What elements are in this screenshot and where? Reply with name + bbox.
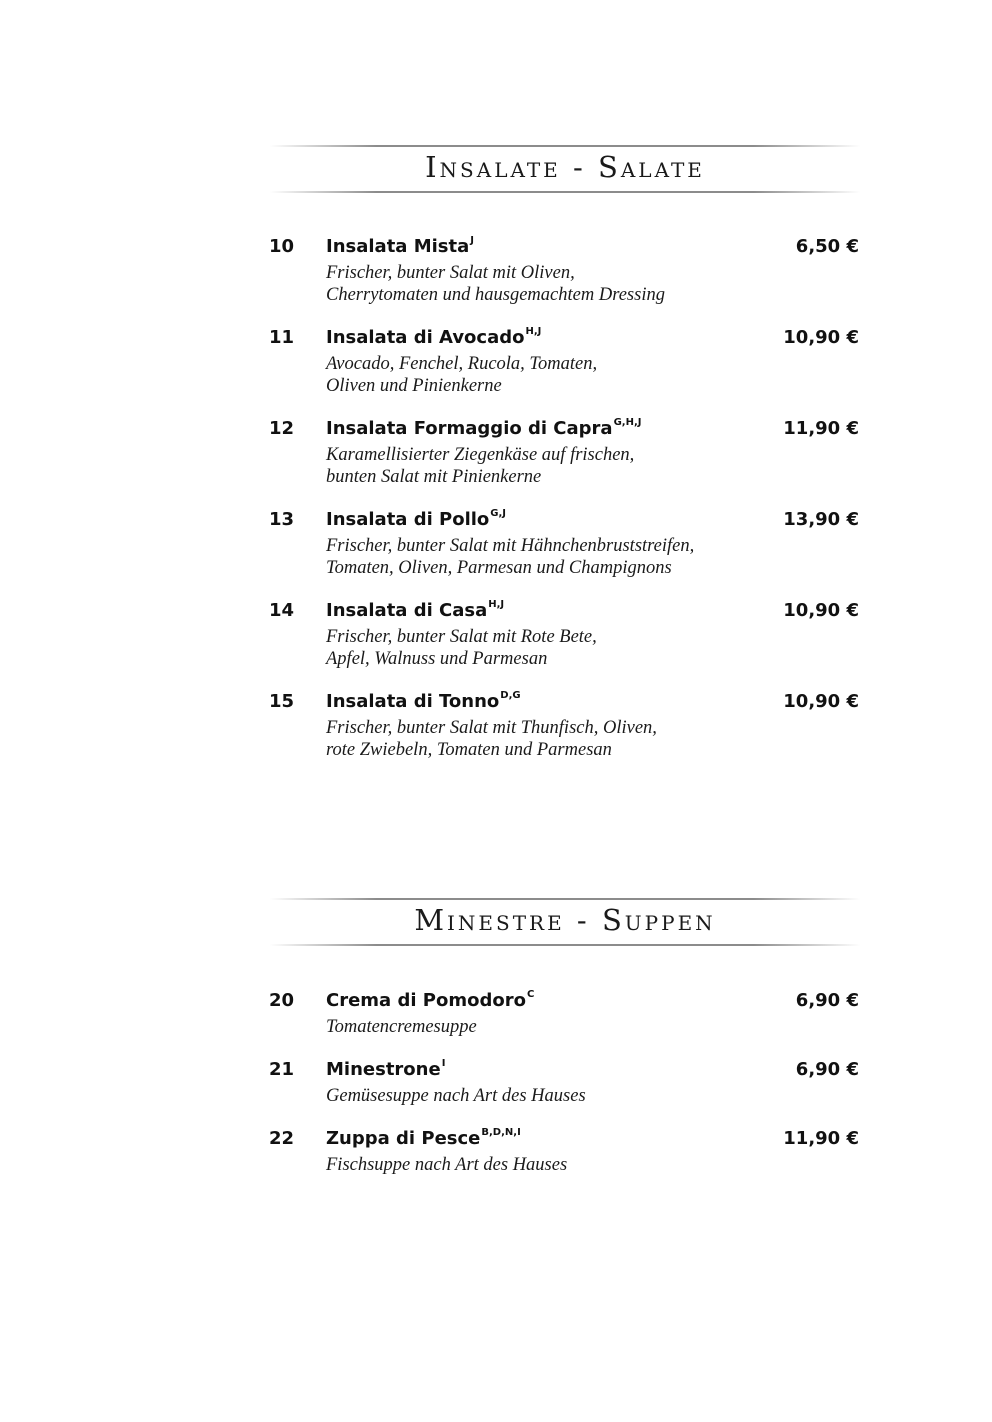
item-price: 10,90 € xyxy=(783,691,859,712)
menu-item xyxy=(0,418,992,509)
menu-item xyxy=(0,990,992,1059)
menu-item xyxy=(0,327,992,418)
item-number: 11 xyxy=(269,327,295,348)
item-description: Gemüsesuppe nach Art des Hauses xyxy=(326,1086,586,1106)
item-description: Avocado, Fenchel, Rucola, Tomaten, Oliven und Pinienkerne xyxy=(326,354,598,396)
section-suppen xyxy=(0,893,992,1175)
item-name: Minestrone$^I$ xyxy=(326,1058,446,1080)
item-name: Insalata Mista$^J$ xyxy=(326,235,474,257)
item-name: Insalata di Pollo$^{G,J}$ xyxy=(326,508,507,530)
item-description: Karamellisierter Ziegenkäse auf frischen, bunten Salat mit Pinienkerne xyxy=(326,445,635,487)
item-description: Frischer, bunter Salat mit Oliven, Cherrytomaten und hausgemachtem Dressing xyxy=(326,263,665,305)
allergen-codes: C xyxy=(526,989,535,1000)
item-name: Insalata Formaggio di Capra$^{G,H,J}$ xyxy=(326,417,642,439)
item-price: 13,90 € xyxy=(783,509,859,530)
allergen-codes: G,J xyxy=(490,508,507,519)
item-price: 10,90 € xyxy=(783,600,859,621)
item-description: Fischsuppe nach Art des Hauses xyxy=(326,1155,568,1175)
item-name: Insalata di Avocado$^{H,J}$ xyxy=(326,326,542,348)
item-description: Tomatencremesuppe xyxy=(326,1017,477,1037)
divider-bottom xyxy=(270,191,860,193)
divider-top xyxy=(270,145,860,147)
item-name: Zuppa di Pesce$^{B,D,N,I}$ xyxy=(326,1127,521,1149)
divider-top xyxy=(270,898,860,900)
item-number: 15 xyxy=(269,691,295,712)
item-number: 10 xyxy=(269,236,295,257)
allergen-codes: J xyxy=(470,235,474,246)
item-number: 13 xyxy=(269,509,295,530)
menu-item xyxy=(0,600,992,691)
item-price: 11,90 € xyxy=(783,418,859,439)
menu-item xyxy=(0,691,992,782)
item-name: Crema di Pomodoro$^C$ xyxy=(326,989,535,1011)
menu-item xyxy=(0,1059,992,1128)
item-name: Insalata di Casa$^{H,J}$ xyxy=(326,599,505,621)
item-price: 6,90 € xyxy=(795,1059,859,1080)
allergen-codes: H,J xyxy=(488,599,505,610)
allergen-codes: I xyxy=(441,1058,446,1069)
section-header xyxy=(0,893,992,953)
menu-item xyxy=(0,236,992,327)
item-number: 22 xyxy=(269,1128,295,1149)
menu-list xyxy=(0,990,992,1197)
item-number: 20 xyxy=(269,990,295,1011)
item-number: 21 xyxy=(269,1059,295,1080)
allergen-codes: H,J xyxy=(525,326,542,337)
item-price: 10,90 € xyxy=(783,327,859,348)
section-salate xyxy=(0,140,992,760)
item-number: 14 xyxy=(269,600,295,621)
item-description: Frischer, bunter Salat mit Hähnchenbruststreifen, Tomaten, Oliven, Parmesan und Champignons xyxy=(326,536,695,578)
section-title: Minestre - Suppen xyxy=(414,903,716,937)
divider-bottom xyxy=(270,944,860,946)
menu-item xyxy=(0,1128,992,1197)
allergen-codes: G,H,J xyxy=(613,417,642,428)
item-price: 6,50 € xyxy=(795,236,859,257)
menu-item xyxy=(0,509,992,600)
item-description: Frischer, bunter Salat mit Rote Bete, Apfel, Walnuss und Parmesan xyxy=(326,627,597,669)
item-price: 11,90 € xyxy=(783,1128,859,1149)
allergen-codes: B,D,N,I xyxy=(481,1127,521,1138)
item-number: 12 xyxy=(269,418,295,439)
allergen-codes: D,G xyxy=(500,690,521,701)
item-price: 6,90 € xyxy=(795,990,859,1011)
item-description: Frischer, bunter Salat mit Thunfisch, Oliven, rote Zwiebeln, Tomaten und Parmesan xyxy=(326,718,657,760)
section-header xyxy=(0,140,992,200)
item-name: Insalata di Tonno$^{D,G}$ xyxy=(326,690,521,712)
menu-list xyxy=(0,236,992,782)
section-title: Insalate - Salate xyxy=(425,150,705,184)
